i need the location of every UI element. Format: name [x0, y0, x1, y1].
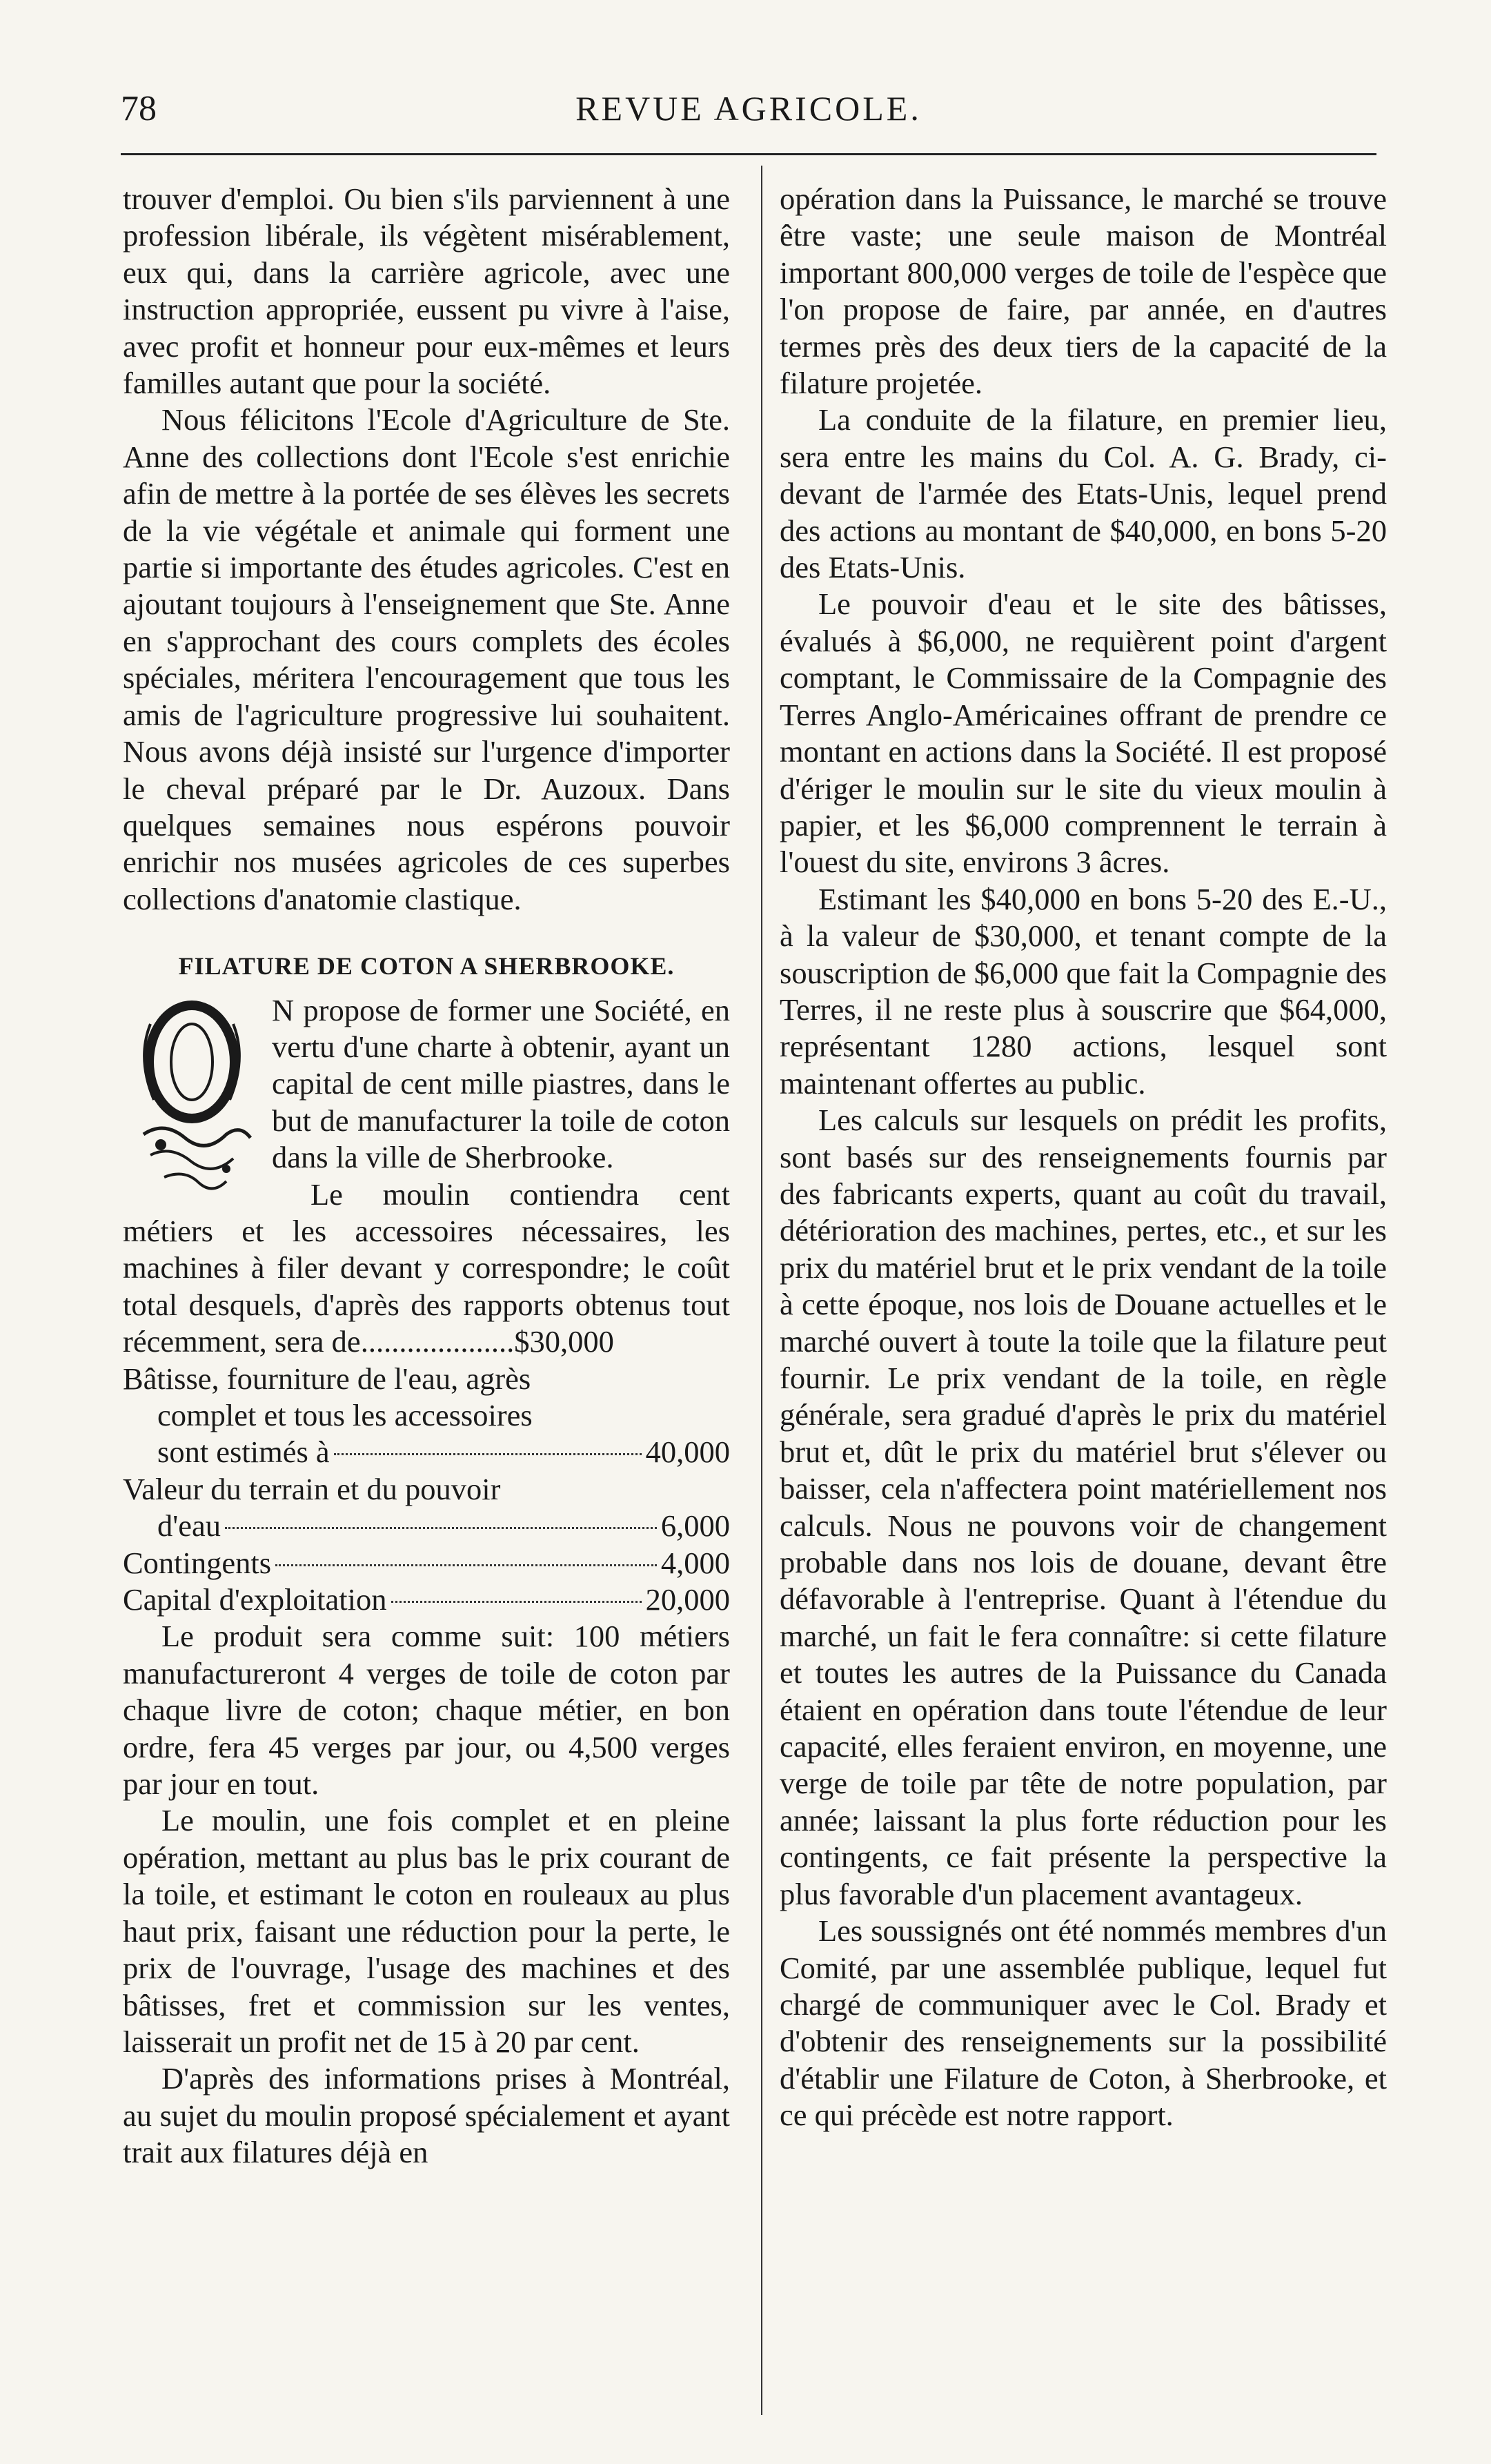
- leader-dots: [391, 1601, 642, 1603]
- paragraph: D'après des informations prises à Montréal, au sujet du moulin proposé spécialement et ayant trait aux filatures déjà en: [123, 2061, 730, 2170]
- page-header: [121, 88, 1376, 144]
- paragraph: Estimant les $40,000 en bons 5-20 des E.-U., à la valeur de $30,000, et tenant compte de la souscription de $6,000 que fait la Compagnie des Terres, il ne reste plus à souscrire que $64,000, représentant 1280 actions, lesquel sont maintenant offertes au public.: [780, 881, 1387, 1101]
- cost-label: sont estimés à: [157, 1435, 330, 1470]
- cost-amount: 20,000: [645, 1582, 730, 1617]
- cost-amount: 6,000: [660, 1508, 730, 1544]
- paragraph: Nous félicitons l'Ecole d'Agriculture de Ste. Anne des collections dont l'Ecole s'est enrichie afin de mettre à la portée de ses élèves les secrets de la vie végétale et animale qui forment une partie si importante des études agricoles. C'est en ajoutant toujours à l'enseignement que Ste. Anne en s'approchant des cours complets des écoles spéciales, méritera l'encouragement que tous les amis de l'agriculture progressive lui souhaitent. Nous avons déjà insisté sur l'urgence d'importer le cheval préparé par le Dr. Auzoux. Dans quelques semaines nous espérons pouvoir enrichir nos musées agricoles de ces superbes collections d'anatomie clastique.: [123, 402, 730, 916]
- cost-amount: 4,000: [660, 1545, 730, 1580]
- running-title: REVUE AGRICOLE.: [575, 89, 922, 128]
- paragraph: Le moulin, une fois complet et en pleine opération, mettant au plus bas le prix courant de la toile, et estimant le coton en rouleaux au plus haut prix, faisant une réduction pour la perte, le prix de l'ouvrage, l'usage des machines et des bâtisses, fret et commission sur les ventes, laisserait un profit net de 15 à 20 par cent.: [123, 1803, 730, 2059]
- right-column: [780, 181, 1387, 2134]
- leader-dots: ....................: [360, 1324, 515, 1359]
- cost-label: Contingents: [123, 1545, 272, 1580]
- paragraph: Les soussignés ont été nommés membres d'un Comité, par une assemblée publique, lequel fut chargé de communiquer avec le Col. Brady et d'obtenir des renseignements sur la possibilité d'établir une Filature de Coton, à Sherbrooke, et ce qui précède est notre rapport.: [780, 1913, 1387, 2133]
- cost-label: Capital d'exploitation: [123, 1582, 387, 1617]
- left-column: [123, 181, 730, 2171]
- cost-amount: $30,000: [514, 1324, 614, 1359]
- cost-amount: 40,000: [645, 1435, 730, 1470]
- cost-row: [123, 1434, 730, 1470]
- leader-dots: [275, 1564, 657, 1566]
- leader-dots: [334, 1453, 642, 1455]
- paragraph: trouver d'emploi. Ou bien s'ils parviennent à une profession libérale, ils végètent misérablement, eux qui, dans la carrière agricole, avec une instruction appropriée, eussent pu vivre à l'aise, avec profit et honneur pour eux-mêmes et leurs familles autant que pour la société.: [123, 181, 730, 401]
- paragraph: [123, 1176, 730, 1361]
- paragraph: opération dans la Puissance, le marché se trouve être vaste; une seule maison de Montréal important 800,000 verges de toile de l'espèce que l'on propose de faire, par année, en d'autres termes près des deux tiers de la capacité de la filature projetée.: [780, 181, 1387, 401]
- cost-label: Valeur du terrain et du pouvoir: [123, 1471, 501, 1506]
- paragraph: Les calculs sur lesquels on prédit les profits, sont basés sur des renseignements fournis par des fabricants experts, quant au coût du travail, détérioration des machines, pertes, etc., et sur les prix du matériel brut et le prix vendant de la toile à cette époque, nos lois de Douane actuelles et le marché ouvert à toute la toile que la filature peut fournir. Le prix vendant de la toile, en règle générale, sera gradué d'après le prix du matériel brut et, dût le prix du matériel brut s'élever ou baisser, cela n'affectera point matériellement nos calculs. Nous ne pouvons voir de changement probable dans nos lois de douane, devant être défavorable à l'entreprise. Quant à l'étendue du marché, un fait le fera connaître: si cette filature et toutes les autres de la Puissance du Canada étaient en opération dans toute l'étendue de leur capacité, elles feraient environ, en moyenne, une verge de toile par tête de notre population, par année; laissant la plus forte réduction pour les contingents, ce fait présente la perspective la plus favorable d'un placement avantageux.: [780, 1103, 1387, 1911]
- cost-table: [123, 1361, 730, 1619]
- header-rule: [121, 153, 1376, 155]
- paragraph: Le produit sera comme suit: 100 métiers manufactureront 4 verges de toile de coton par chaque livre de coton; chaque métier, en bon ordre, fera 45 verges par jour, ou 4,500 verges par jour en tout.: [123, 1619, 730, 1802]
- cost-label: d'eau: [157, 1508, 221, 1544]
- leader-dots: [225, 1527, 657, 1529]
- column-divider: [761, 166, 762, 2415]
- dropcap-paragraph: [123, 992, 730, 1361]
- page-number: 78: [121, 89, 157, 128]
- cost-row: [123, 1508, 730, 1544]
- paragraph-text: Le moulin contiendra cent métiers et les accessoires nécessaires, les machines à filer devant y correspondre; le coût total desquels, d'après des rapports obtenus tout récemment, sera de: [123, 1176, 730, 1359]
- paragraph: N propose de former une Société, en vertu d'une charte à obtenir, ayant un capital de cent mille piastres, dans le but de manufacturer la toile de coton dans la ville de Sherbrooke.: [272, 992, 730, 1175]
- cost-label: complet et tous les accessoires: [157, 1398, 533, 1432]
- ornamental-dropcap-icon: [123, 996, 261, 1203]
- section-title: FILATURE DE COTON A SHERBROOKE.: [178, 952, 675, 980]
- cost-row: [123, 1545, 730, 1581]
- paragraph: Le pouvoir d'eau et le site des bâtisses, évalués à $6,000, ne requièrent point d'argent comptant, le Commissaire de la Compagnie des Terres Anglo-Américaines offrant de prendre ce montant en actions dans la Société. Il est proposé d'ériger le moulin sur le site du vieux moulin à papier, et les $6,000 comprennent le terrain à l'ouest du site, environs 3 âcres.: [780, 587, 1387, 880]
- cost-label: Bâtisse, fourniture de l'eau, agrès: [123, 1361, 531, 1396]
- cost-row: [123, 1581, 730, 1618]
- paragraph: La conduite de la filature, en premier lieu, sera entre les mains du Col. A. G. Brady, ci-devant de l'armée des Etats-Unis, lequel prend des actions au montant de $40,000, en bons 5-20 des Etats-Unis.: [780, 402, 1387, 585]
